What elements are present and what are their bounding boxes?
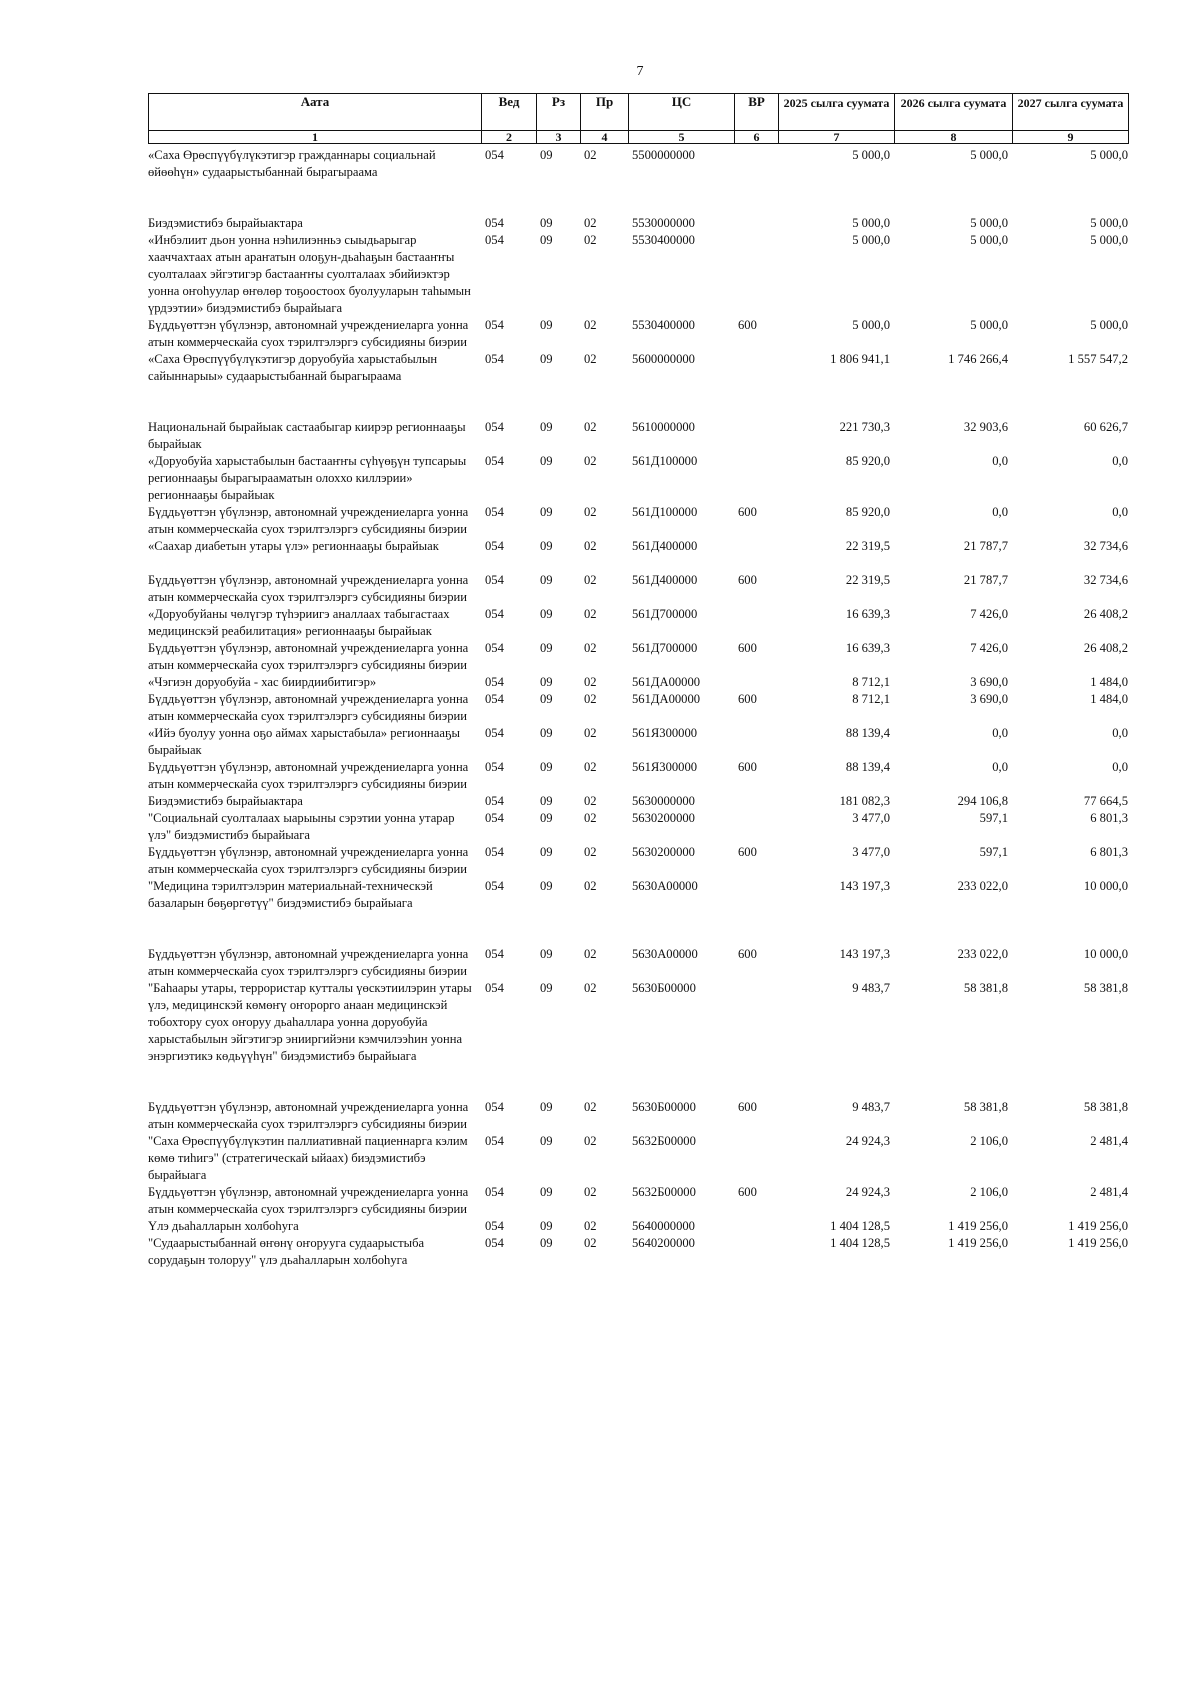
row-rz: 09	[540, 947, 553, 961]
row-value-2027: 77 664,5	[1083, 794, 1128, 808]
row-vr: 600	[738, 505, 757, 519]
row-vr: 600	[738, 1185, 757, 1199]
row-cs: 561Д400000	[632, 539, 698, 553]
row-cs: 561Д100000	[632, 505, 698, 519]
row-vr: 600	[738, 1100, 757, 1114]
table-row	[148, 572, 1128, 606]
row-value-2027: 10 000,0	[1083, 947, 1128, 961]
row-name: "Медицина тэрилтэлэрин материальнай-техническэй базаларын бөҕөргөтүү" биэдэмистибэ бырайыага	[148, 879, 433, 910]
row-pr: 02	[584, 1185, 597, 1199]
col-header-2027: 2027 сылга суумата	[1013, 94, 1129, 131]
row-cs: 561Я300000	[632, 726, 698, 740]
row-rz: 09	[540, 233, 553, 247]
row-ved: 054	[485, 352, 504, 366]
row-vr	[734, 147, 778, 215]
row-name: «Ийэ буолуу уонна оҕо аймах харыстабыла» регионнааҕы бырайыак	[148, 726, 460, 757]
row-vr: 600	[738, 573, 757, 587]
row-ved: 054	[485, 233, 504, 247]
row-name: Үлэ дьаһалларын холбоһуга	[148, 1219, 299, 1233]
row-cs: 5530400000	[632, 233, 695, 247]
row-rz: 09	[540, 539, 553, 553]
row-pr: 02	[584, 1134, 597, 1148]
row-rz: 09	[540, 148, 553, 162]
col-header-ved: Вед	[482, 94, 537, 131]
row-value-2027: 32 734,6	[1083, 539, 1128, 553]
row-value-2025: 1 404 128,5	[830, 1219, 890, 1233]
row-pr: 02	[584, 539, 597, 553]
row-cs: 5610000000	[632, 420, 695, 434]
row-rz: 09	[540, 420, 553, 434]
row-value-2025: 9 483,7	[852, 1100, 890, 1114]
row-cs: 5530000000	[632, 216, 695, 230]
row-name: "Саха Өрөспүүбүлүкэтин паллиативнай пациеннарга кэлим көмө тиһигэ" (стратегическай ыйаах) биэдэмистибэ бырайыага	[148, 1134, 468, 1182]
row-name: «Доруобуйаны чөлүгэр түһэриигэ аналлаах табыгастаах медицинскэй реабилитация» регионнааҕы бырайыак	[148, 607, 450, 638]
table-row	[148, 980, 1128, 1099]
table-row	[148, 538, 1128, 572]
row-value-2027: 5 000,0	[1090, 216, 1128, 230]
row-cs: 5630А00000	[632, 947, 698, 961]
table-row	[148, 147, 1128, 215]
row-name: Национальнай бырайыак састаабыгар киирэр регионнааҕы бырайыак	[148, 420, 466, 451]
row-pr: 02	[584, 1100, 597, 1114]
col-number: 8	[895, 131, 1013, 144]
row-value-2027: 2 481,4	[1090, 1134, 1128, 1148]
row-ved: 054	[485, 454, 504, 468]
row-ved: 054	[485, 148, 504, 162]
row-pr: 02	[584, 233, 597, 247]
row-vr	[734, 351, 778, 419]
row-rz: 09	[540, 981, 553, 995]
row-name: Бүддьүөттэн үбүлэнэр, автономнай учреждениеларга уонна атын коммерческайа суох тэрилтэлэргэ субсидияны биэрии	[148, 1100, 469, 1131]
row-value-2027: 1 557 547,2	[1068, 352, 1128, 366]
row-value-2026: 5 000,0	[970, 233, 1008, 247]
row-value-2027: 60 626,7	[1083, 420, 1128, 434]
row-rz: 09	[540, 1100, 553, 1114]
row-value-2026: 58 381,8	[963, 1100, 1008, 1114]
row-value-2025: 85 920,0	[845, 505, 890, 519]
row-value-2027: 6 801,3	[1090, 845, 1128, 859]
row-value-2025: 5 000,0	[852, 233, 890, 247]
row-value-2025: 88 139,4	[845, 760, 890, 774]
row-pr: 02	[584, 947, 597, 961]
row-ved: 054	[485, 879, 504, 893]
row-name: «Саха Өрөспүүбүлүкэтигэр доруобуйа харыстабылын сайыннарыы» судаарыстыбаннай бырагыраама	[148, 352, 438, 383]
row-rz: 09	[540, 505, 553, 519]
row-pr: 02	[584, 505, 597, 519]
row-name: «Саха Өрөспүүбүлүкэтигэр гражданнары социальнай өйөөһүн» судаарыстыбаннай бырагыраама	[148, 148, 436, 179]
row-value-2027: 1 484,0	[1090, 692, 1128, 706]
row-pr: 02	[584, 641, 597, 655]
table-row	[148, 419, 1128, 453]
row-vr	[734, 215, 778, 232]
row-cs: 5500000000	[632, 148, 695, 162]
row-ved: 054	[485, 1100, 504, 1114]
row-value-2025: 1 806 941,1	[830, 352, 890, 366]
table-row	[148, 232, 1128, 317]
row-name: Бүддьүөттэн үбүлэнэр, автономнай учреждениеларга уонна атын коммерческайа суох тэрилтэлэргэ субсидияны биэрии	[148, 318, 469, 349]
row-name: «Саахар диабетын утары үлэ» регионнааҕы бырайыак	[148, 539, 439, 553]
row-value-2025: 1 404 128,5	[830, 1236, 890, 1250]
col-number: 9	[1013, 131, 1129, 144]
table-row	[148, 810, 1128, 844]
col-header-rz: Рз	[537, 94, 581, 131]
row-rz: 09	[540, 692, 553, 706]
row-name: Бүддьүөттэн үбүлэнэр, автономнай учреждениеларга уонна атын коммерческайа суох тэрилтэлэргэ субсидияны биэрии	[148, 845, 469, 876]
row-pr: 02	[584, 420, 597, 434]
row-value-2025: 181 082,3	[839, 794, 890, 808]
row-rz: 09	[540, 675, 553, 689]
row-value-2025: 221 730,3	[839, 420, 890, 434]
row-pr: 02	[584, 216, 597, 230]
col-header-pr: Пр	[581, 94, 629, 131]
row-value-2025: 8 712,1	[852, 692, 890, 706]
table-row	[148, 759, 1128, 793]
row-vr	[734, 1218, 778, 1235]
row-value-2025: 143 197,3	[839, 879, 890, 893]
row-value-2025: 16 639,3	[845, 607, 890, 621]
row-cs: 5632Б00000	[632, 1185, 696, 1199]
row-ved: 054	[485, 1219, 504, 1233]
row-value-2026: 7 426,0	[970, 607, 1008, 621]
table-row	[148, 793, 1128, 810]
row-vr: 600	[738, 760, 757, 774]
budget-table-body	[148, 147, 1128, 1269]
table-row	[148, 1099, 1128, 1133]
col-number: 3	[537, 131, 581, 144]
row-rz: 09	[540, 1134, 553, 1148]
row-cs: 561Д100000	[632, 454, 698, 468]
row-value-2025: 3 477,0	[852, 811, 890, 825]
row-cs: 5630200000	[632, 811, 695, 825]
row-value-2027: 0,0	[1112, 726, 1128, 740]
col-number: 4	[581, 131, 629, 144]
row-cs: 5640200000	[632, 1236, 695, 1250]
row-cs: 5630Б00000	[632, 1100, 696, 1114]
row-value-2027: 1 484,0	[1090, 675, 1128, 689]
row-cs: 5530400000	[632, 318, 695, 332]
row-value-2027: 26 408,2	[1083, 607, 1128, 621]
row-value-2027: 0,0	[1112, 454, 1128, 468]
row-vr	[734, 453, 778, 504]
row-value-2026: 5 000,0	[970, 216, 1008, 230]
row-value-2026: 58 381,8	[963, 981, 1008, 995]
row-cs: 5630А00000	[632, 879, 698, 893]
row-name: «Чэгиэн доруобуйа - хас биирдиибитигэр»	[148, 675, 377, 689]
row-vr	[734, 1133, 778, 1184]
row-pr: 02	[584, 318, 597, 332]
row-value-2026: 5 000,0	[970, 318, 1008, 332]
row-vr: 600	[738, 692, 757, 706]
row-vr	[734, 793, 778, 810]
row-ved: 054	[485, 811, 504, 825]
row-ved: 054	[485, 794, 504, 808]
table-row	[148, 1184, 1128, 1218]
row-value-2026: 1 419 256,0	[948, 1219, 1008, 1233]
row-cs: 561ДА00000	[632, 675, 701, 689]
row-ved: 054	[485, 726, 504, 740]
row-value-2026: 0,0	[992, 505, 1008, 519]
row-cs: 561Д400000	[632, 573, 698, 587]
table-row	[148, 1218, 1128, 1235]
row-value-2027: 5 000,0	[1090, 233, 1128, 247]
row-pr: 02	[584, 760, 597, 774]
row-name: Бүддьүөттэн үбүлэнэр, автономнай учреждениеларга уонна атын коммерческайа суох тэрилтэлэргэ субсидияны биэрии	[148, 505, 469, 536]
row-value-2027: 5 000,0	[1090, 148, 1128, 162]
row-value-2025: 3 477,0	[852, 845, 890, 859]
row-value-2026: 1 419 256,0	[948, 1236, 1008, 1250]
row-value-2027: 5 000,0	[1090, 318, 1128, 332]
row-vr	[734, 674, 778, 691]
row-value-2025: 5 000,0	[852, 148, 890, 162]
row-ved: 054	[485, 1134, 504, 1148]
row-rz: 09	[540, 760, 553, 774]
row-ved: 054	[485, 505, 504, 519]
row-rz: 09	[540, 1185, 553, 1199]
row-value-2025: 22 319,5	[845, 573, 890, 587]
row-name: Бүддьүөттэн үбүлэнэр, автономнай учреждениеларга уонна атын коммерческайа суох тэрилтэлэргэ субсидияны биэрии	[148, 573, 469, 604]
row-vr: 600	[738, 947, 757, 961]
row-value-2027: 2 481,4	[1090, 1185, 1128, 1199]
row-value-2027: 10 000,0	[1083, 879, 1128, 893]
row-cs: 561ДА00000	[632, 692, 701, 706]
row-ved: 054	[485, 607, 504, 621]
row-value-2027: 1 419 256,0	[1068, 1219, 1128, 1233]
row-vr	[734, 810, 778, 844]
row-value-2026: 233 022,0	[957, 879, 1008, 893]
row-value-2026: 1 746 266,4	[948, 352, 1008, 366]
table-row	[148, 1133, 1128, 1184]
row-name: Бүддьүөттэн үбүлэнэр, автономнай учреждениеларга уонна атын коммерческайа суох тэрилтэлэргэ субсидияны биэрии	[148, 947, 469, 978]
col-number: 6	[735, 131, 779, 144]
row-name: «Доруобуйа харыстабылын бастааҥҥы сүһүөҕүн тупсарыы регионнааҕы бырагырааматын олоххо киллэрии» регионнааҕы бырайыак	[148, 454, 467, 502]
row-vr	[734, 419, 778, 453]
table-row	[148, 453, 1128, 504]
row-pr: 02	[584, 352, 597, 366]
row-value-2026: 5 000,0	[970, 148, 1008, 162]
row-cs: 561Д700000	[632, 641, 698, 655]
row-value-2026: 294 106,8	[957, 794, 1008, 808]
row-rz: 09	[540, 794, 553, 808]
col-number: 2	[482, 131, 537, 144]
row-value-2027: 1 419 256,0	[1068, 1236, 1128, 1250]
row-pr: 02	[584, 726, 597, 740]
row-value-2027: 26 408,2	[1083, 641, 1128, 655]
row-ved: 054	[485, 981, 504, 995]
row-value-2025: 8 712,1	[852, 675, 890, 689]
row-cs: 5630000000	[632, 794, 695, 808]
row-pr: 02	[584, 845, 597, 859]
row-ved: 054	[485, 641, 504, 655]
row-cs: 561Д700000	[632, 607, 698, 621]
row-vr: 600	[738, 641, 757, 655]
row-cs: 5630Б00000	[632, 981, 696, 995]
table-row	[148, 504, 1128, 538]
row-value-2026: 2 106,0	[970, 1185, 1008, 1199]
row-name: Бүддьүөттэн үбүлэнэр, автономнай учреждениеларга уонна атын коммерческайа суох тэрилтэлэргэ субсидияны биэрии	[148, 1185, 469, 1216]
row-pr: 02	[584, 692, 597, 706]
row-value-2026: 7 426,0	[970, 641, 1008, 655]
table-row	[148, 1235, 1128, 1269]
row-ved: 054	[485, 692, 504, 706]
row-ved: 054	[485, 1236, 504, 1250]
row-value-2027: 32 734,6	[1083, 573, 1128, 587]
row-pr: 02	[584, 794, 597, 808]
row-value-2026: 21 787,7	[963, 573, 1008, 587]
row-value-2025: 22 319,5	[845, 539, 890, 553]
table-header	[148, 93, 1129, 144]
row-value-2026: 0,0	[992, 726, 1008, 740]
row-vr	[734, 725, 778, 759]
row-name: "Баһаары утары, террористар кутталы үөскэтиилэрин утары үлэ, медицинскэй көмөҥү оҥорорго анаан медицинскэй тобохтору суох оҥоруу дьаһаллара уонна доруобуйа харыстабылын эйгэтигэр энииргийэни кэмчилээһин уонна энэргиэтикэ көдьүүһүн" биэдэмистибэ бырайыага	[148, 981, 472, 1063]
row-value-2026: 21 787,7	[963, 539, 1008, 553]
row-ved: 054	[485, 845, 504, 859]
table-row	[148, 691, 1128, 725]
row-cs: 5600000000	[632, 352, 695, 366]
row-rz: 09	[540, 879, 553, 893]
row-value-2026: 0,0	[992, 454, 1008, 468]
row-name: Бүддьүөттэн үбүлэнэр, автономнай учреждениеларга уонна атын коммерческайа суох тэрилтэлэргэ субсидияны биэрии	[148, 641, 469, 672]
row-rz: 09	[540, 845, 553, 859]
row-value-2027: 6 801,3	[1090, 811, 1128, 825]
row-pr: 02	[584, 879, 597, 893]
row-cs: 561Я300000	[632, 760, 698, 774]
table-row	[148, 351, 1128, 419]
row-rz: 09	[540, 318, 553, 332]
row-value-2025: 5 000,0	[852, 216, 890, 230]
col-header-vr: ВР	[735, 94, 779, 131]
col-header-2025: 2025 сылга суумата	[779, 94, 895, 131]
row-value-2025: 16 639,3	[845, 641, 890, 655]
row-value-2025: 143 197,3	[839, 947, 890, 961]
row-vr	[734, 232, 778, 317]
row-value-2027: 58 381,8	[1083, 1100, 1128, 1114]
row-vr: 600	[738, 845, 757, 859]
row-rz: 09	[540, 1219, 553, 1233]
row-name: Бүддьүөттэн үбүлэнэр, автономнай учреждениеларга уонна атын коммерческайа суох тэрилтэлэргэ субсидияны биэрии	[148, 692, 469, 723]
row-ved: 054	[485, 947, 504, 961]
row-value-2026: 0,0	[992, 760, 1008, 774]
row-cs: 5632Б00000	[632, 1134, 696, 1148]
row-value-2026: 32 903,6	[963, 420, 1008, 434]
table-row	[148, 640, 1128, 674]
row-ved: 054	[485, 573, 504, 587]
col-header-aata: Аата	[149, 94, 482, 131]
col-header-cs: ЦС	[629, 94, 735, 131]
row-rz: 09	[540, 216, 553, 230]
row-ved: 054	[485, 760, 504, 774]
row-pr: 02	[584, 811, 597, 825]
row-value-2025: 88 139,4	[845, 726, 890, 740]
table-row	[148, 878, 1128, 946]
row-rz: 09	[540, 607, 553, 621]
row-cs: 5640000000	[632, 1219, 695, 1233]
row-pr: 02	[584, 607, 597, 621]
page-number: 7	[636, 64, 644, 79]
col-number: 1	[149, 131, 482, 144]
row-name: Биэдэмистибэ бырайыактара	[148, 216, 303, 230]
table-row	[148, 606, 1128, 640]
row-ved: 054	[485, 539, 504, 553]
row-pr: 02	[584, 454, 597, 468]
row-vr: 600	[738, 318, 757, 332]
row-name: Биэдэмистибэ бырайыактара	[148, 794, 303, 808]
row-value-2025: 9 483,7	[852, 981, 890, 995]
row-cs: 5630200000	[632, 845, 695, 859]
row-value-2026: 233 022,0	[957, 947, 1008, 961]
row-value-2025: 24 924,3	[845, 1134, 890, 1148]
row-rz: 09	[540, 726, 553, 740]
table-row	[148, 725, 1128, 759]
row-vr	[734, 1235, 778, 1269]
table-row	[148, 317, 1128, 351]
row-ved: 054	[485, 420, 504, 434]
row-name: Бүддьүөттэн үбүлэнэр, автономнай учреждениеларга уонна атын коммерческайа суох тэрилтэлэргэ субсидияны биэрии	[148, 760, 469, 791]
row-pr: 02	[584, 981, 597, 995]
row-value-2026: 3 690,0	[970, 675, 1008, 689]
row-pr: 02	[584, 675, 597, 689]
row-rz: 09	[540, 454, 553, 468]
row-pr: 02	[584, 148, 597, 162]
row-vr	[734, 980, 778, 1099]
row-vr	[734, 606, 778, 640]
row-value-2026: 597,1	[979, 811, 1008, 825]
row-rz: 09	[540, 573, 553, 587]
row-value-2026: 3 690,0	[970, 692, 1008, 706]
row-rz: 09	[540, 641, 553, 655]
row-value-2027: 58 381,8	[1083, 981, 1128, 995]
table-row	[148, 215, 1128, 232]
row-value-2025: 24 924,3	[845, 1185, 890, 1199]
table-row	[148, 674, 1128, 691]
row-ved: 054	[485, 675, 504, 689]
row-pr: 02	[584, 1219, 597, 1233]
row-vr	[734, 538, 778, 572]
row-value-2026: 597,1	[979, 845, 1008, 859]
table-row	[148, 946, 1128, 980]
col-header-2026: 2026 сылга суумата	[895, 94, 1013, 131]
row-rz: 09	[540, 811, 553, 825]
row-name: "Социальнай суолталаах ыарыыны сэрэтии уонна утарар үлэ" биэдэмистибэ бырайыага	[148, 811, 455, 842]
row-pr: 02	[584, 573, 597, 587]
row-ved: 054	[485, 216, 504, 230]
row-value-2027: 0,0	[1112, 760, 1128, 774]
row-value-2025: 5 000,0	[852, 318, 890, 332]
row-name: "Судаарыстыбаннай өҥөнү оҥорууга судаарыстыба сорудаҕын толоруу" үлэ дьаһалларын холбоһуга	[148, 1236, 425, 1267]
row-ved: 054	[485, 318, 504, 332]
col-number: 7	[779, 131, 895, 144]
row-value-2026: 2 106,0	[970, 1134, 1008, 1148]
row-value-2025: 85 920,0	[845, 454, 890, 468]
row-value-2027: 0,0	[1112, 505, 1128, 519]
col-number: 5	[629, 131, 735, 144]
table-row	[148, 844, 1128, 878]
row-name: «Инбэлиит дьон уонна нэһилиэнньэ сыыдьарыгар хааччахтаах атын араҥатын олоҕун-дьаһаҕын бастааҥҥы суолталаах эйгэтигэр бастааҥҥы суолталаах эбийиэктэр уонна оҥоһуулар өҥөлөр тоҕоостоох буолууларын таһымын үрдээтии» биэдэмистибэ бырайыага	[148, 233, 471, 315]
row-vr	[734, 878, 778, 946]
row-pr: 02	[584, 1236, 597, 1250]
row-rz: 09	[540, 352, 553, 366]
row-ved: 054	[485, 1185, 504, 1199]
row-rz: 09	[540, 1236, 553, 1250]
